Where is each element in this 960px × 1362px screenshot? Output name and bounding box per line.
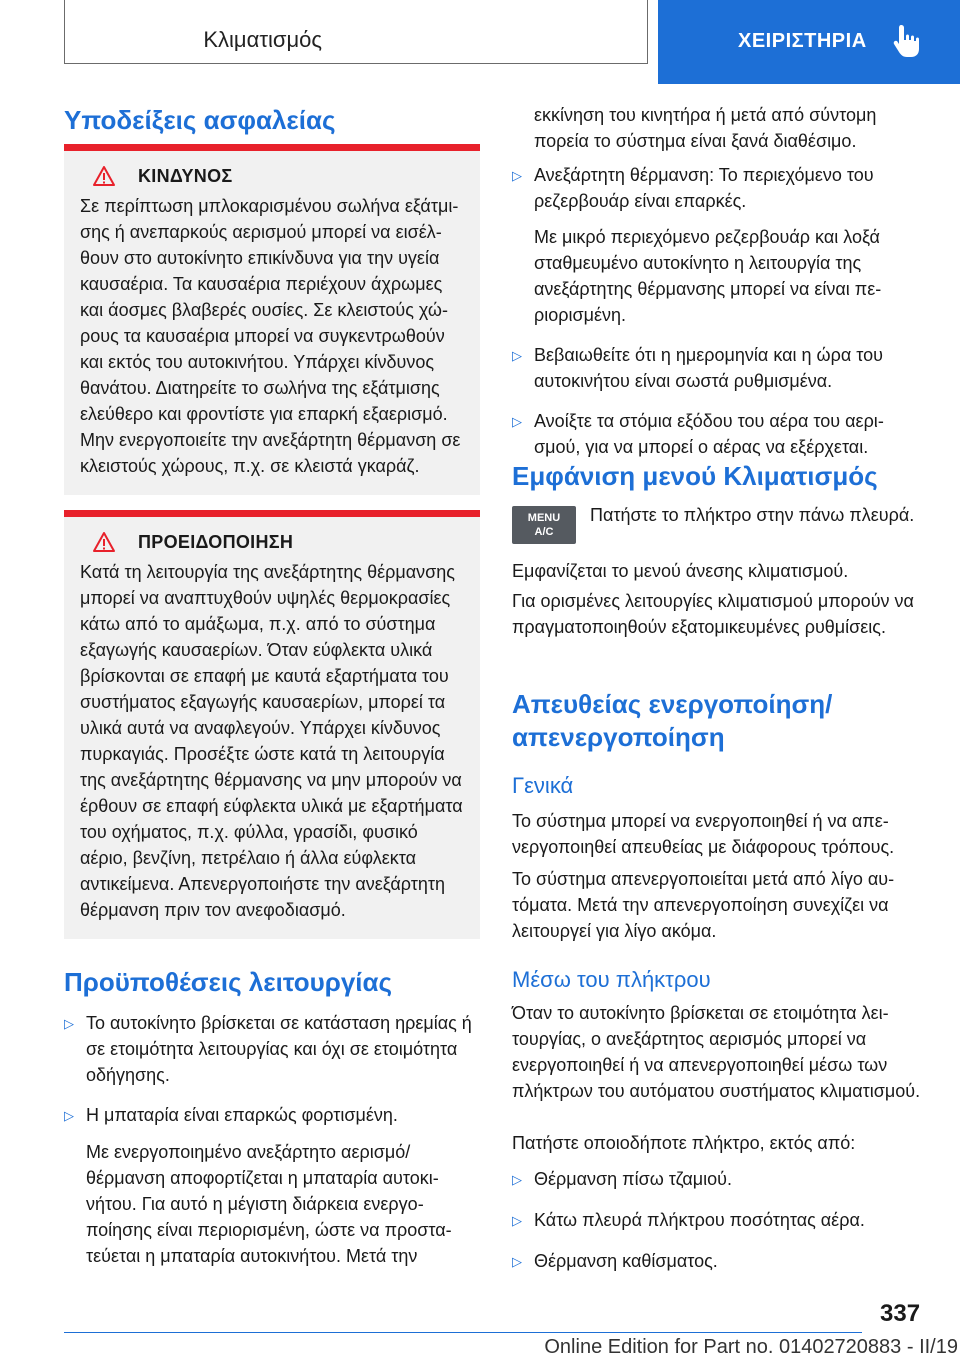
bullet-triangle-icon: ▷ <box>64 1016 74 1031</box>
bullet-triangle-icon: ▷ <box>512 1213 522 1228</box>
danger-header <box>80 165 466 187</box>
danger-box <box>64 144 480 495</box>
danger-title: ΚΙΝΔΥΝΟΣ <box>138 165 233 186</box>
list-item: ▷ Κάτω πλευρά πλήκτρου ποσότητας αέρα. <box>512 1207 924 1234</box>
prerequisites-heading: Προϋποθέσεις λειτουργίας <box>64 967 393 997</box>
button-heading: Μέσω του πλήκτρου <box>512 967 711 992</box>
right-list <box>512 162 924 460</box>
warning-triangle-icon <box>92 531 116 553</box>
menu-press-text: Πατήστε το πλήκτρο στην πάνω πλευρά. <box>590 505 915 525</box>
warning-header <box>80 531 466 553</box>
footer-divider <box>64 1332 862 1333</box>
menu-heading: Εμφάνιση μενού Κλιματισμός <box>512 461 878 491</box>
warning-triangle-icon <box>92 165 116 187</box>
bullet-triangle-icon: ▷ <box>512 414 522 429</box>
general-paragraph-1: Το σύστημα μπορεί να ενεργοποιηθεί ή να απενεργοποιηθεί απευθείας με διάφορους τρόπους. <box>512 811 895 857</box>
reservoir-note: Με μικρό περιεχόμενο ρεζερβουάρ και λοξά σταθμευμένο αυτοκίνητο η λειτουργία της ανεξάρτητης θέρμανσης μπορεί να είναι περιορισμένη. <box>534 227 882 325</box>
bullet-triangle-icon: ▷ <box>64 1108 74 1123</box>
list-item: ▷ Βεβαιωθείτε ότι η ημερομηνία και η ώρα του αυτοκινήτου είναι σωστά ρυθμισμένα. <box>512 342 924 394</box>
header-tab[interactable] <box>658 0 960 84</box>
exceptions-list <box>512 1166 924 1275</box>
menu-ac-button-image: MENU A/C <box>512 506 576 544</box>
hand-pointer-icon <box>892 23 926 59</box>
header-section-title: Κλιματισμός <box>203 27 322 52</box>
list-item: ▷ Η μπαταρία είναι επαρκώς φορτισμένη. <box>64 1102 480 1129</box>
prerequisites-list <box>64 1010 480 1269</box>
general-paragraph-2: Το σύστημα απενεργοποιείται μετά από λίγο αυτόματα. Μετά την απενεργοποίηση συνεχίζει να λειτουργεί για λίγο ακόμα. <box>512 869 895 941</box>
warning-box <box>64 510 480 939</box>
danger-text: Σε περίπτωση μπλοκαρισμένου σωλήνα εξάτμισης ή ανεπαρκούς αερισμού μπορεί να εισέλθουν στο αυτοκίνητο επικίνδυνα για την υγεία καυσαέρια. Τα καυσαέρια περιέχουν άχρωμες και άοσμες βλαβερές ουσίες. Σε κλειστούς χώρους τα καυσαέρια μπορεί να συγκεντρωθούν και εκτός του αυτοκινήτου. Υπάρχει κίνδυνος θανάτου. Διατηρείτε το σωλήνα της εξάτμισης ελεύθερο και φροντίστε για επαρκή εξαερισμό. Μην ενεργοποιείτε την ανεξάρτητη θέρμανση σε κλειστούς χώρους, π.χ. σε κλειστά γκαράζ. <box>80 196 461 476</box>
bullet-triangle-icon: ▷ <box>512 348 522 363</box>
general-heading: Γενικά <box>512 773 574 798</box>
list-item: ▷ Το αυτοκίνητο βρίσκεται σε κατάσταση ηρεμίας ή σε ετοιμότητα λειτουργίας και όχι σε ετοιμότητα οδήγησης. <box>64 1010 480 1088</box>
page-number: 337 <box>880 1300 921 1327</box>
safety-heading: Υποδείξεις ασφαλείας <box>64 105 336 135</box>
warning-text: Κατά τη λειτουργία της ανεξάρτητης θέρμανσης μπορεί να αναπτυχθούν υψηλές θερμοκρασίες κάτω από το αμάξωμα, π.χ. από το σύστημα εξαγωγής καυσαερίων. Όταν εύφλεκτα υλικά βρίσκονται σε επαφή με καυτά εξαρτήματα του συστήματος εξαγωγής καυσαερίων, μπορεί τα υλικά αυτά να αναφλεγούν. Υπάρχει κίνδυνος πυρκαγιάς. Προσέξτε ώστε κατά τη λειτουργία της ανεξάρτητης θέρμανσης να μην μπορούν να έρθουν σε επαφή εύφλεκτα υλικά με εξαρτήματα του οχήματος, π.χ. φύλλα, γρασίδι, φυσικό αέριο, βενζίνη, πετρέλαιο ή άλλα εύφλεκτα αντικείμενα. Απενεργοποιήστε την ανεξάρτητη θέρμανση πριν τον ανεφοδιασμό. <box>80 562 463 920</box>
list-item: ▷ Ανεξάρτητη θέρμανση: Το περιεχόμενο του ρεζερβουάρ είναι επαρκές. <box>512 162 924 214</box>
bullet-triangle-icon: ▷ <box>512 1254 522 1269</box>
list-item: ▷ Ανοίξτε τα στόμια εξόδου του αέρα του αερισμού, για να μπορεί ο αέρας να εξέρχεται. <box>512 408 924 460</box>
header-frame <box>64 0 648 64</box>
battery-note: Με ενεργοποιημένο ανεξάρτητο αερισμό/ θέρμανση αποφορτίζεται η μπαταρία αυτοκινήτου. Για αυτό η μέγιστη διάρκεια ενεργοποίησης είναι περιορισμένη, ώστε να προστατεύεται η μπαταρία αυτοκινήτου. Μετά την <box>86 1142 452 1266</box>
button-paragraph-1: Όταν το αυτοκίνητο βρίσκεται σε ετοιμότητα λειτουργίας, ο ανεξάρτητος αερισμός μπορεί να ενεργοποιηθεί ή να απενεργοποιηθεί μέσω των πλήκτρων του αυτόματου συστήματος κλιματισμού. <box>512 1003 921 1101</box>
direct-heading: Απευθείας ενεργοποίηση/ απενεργοποίηση <box>512 689 833 752</box>
button-paragraph-2: Πατήστε οποιοδήποτε πλήκτρο, εκτός από: <box>512 1133 856 1153</box>
menu-paragraph-1: Εμφανίζεται το μενού άνεσης κλιματισμού. <box>512 561 849 581</box>
list-item: ▷ Θέρμανση πίσω τζαμιού. <box>512 1166 924 1193</box>
continued-text: εκκίνηση του κινητήρα ή μετά από σύντομη πορεία το σύστημα είναι ξανά διαθέσιμο. <box>534 105 877 151</box>
footer-edition: Online Edition for Part no. 01402720883 - II/19 <box>544 1336 958 1358</box>
list-item: ▷ Θέρμανση καθίσματος. <box>512 1248 924 1275</box>
bullet-triangle-icon: ▷ <box>512 168 522 183</box>
bullet-triangle-icon: ▷ <box>512 1172 522 1187</box>
header-tab-label: ΧΕΙΡΙΣΤΗΡΙΑ <box>738 30 867 52</box>
warning-title: ΠΡΟΕΙΔΟΠΟΙΗΣΗ <box>138 531 294 552</box>
menu-paragraph-2: Για ορισμένες λειτουργίες κλιματισμού μπορούν να πραγματοποιηθούν εξατομικευμένες ρυθμίσεις. <box>512 591 914 637</box>
